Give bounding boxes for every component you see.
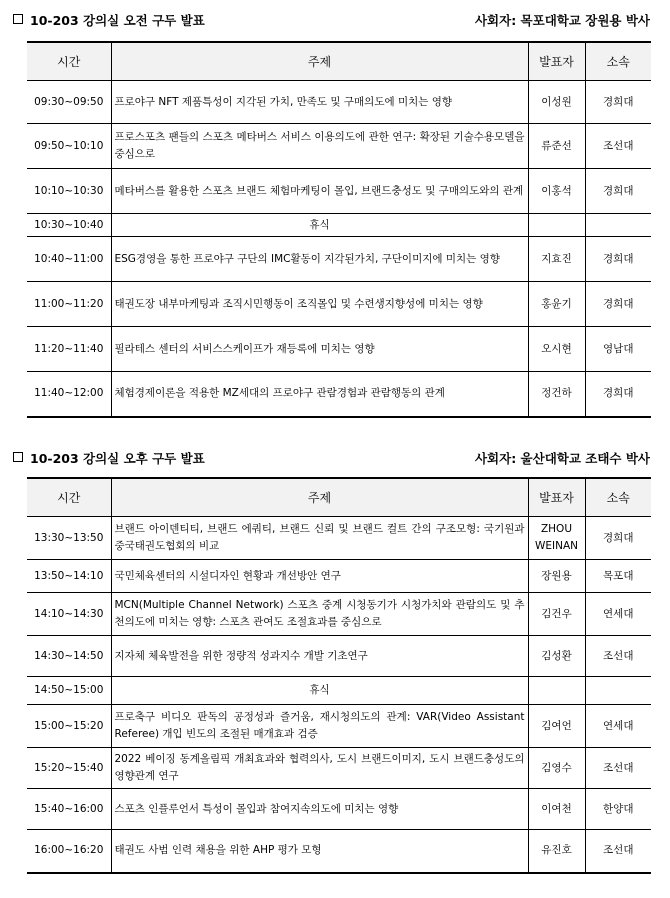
topic-cell: 지자체 체육발전을 위한 정량적 성과지수 개발 기초연구 xyxy=(111,636,528,677)
table-row xyxy=(27,237,651,282)
affiliation-cell: 연세대 xyxy=(585,705,651,748)
time-cell: 13:50~14:10 xyxy=(27,560,111,593)
header-topic: 주제 xyxy=(111,42,528,81)
table-row xyxy=(27,705,651,748)
break-row xyxy=(27,677,651,705)
presenter-cell: 지효진 xyxy=(528,237,585,282)
afternoon-session-title: 10-203 강의실 오후 구두 발표 xyxy=(30,451,205,466)
presenter-cell: 장원용 xyxy=(528,560,585,593)
presenter-cell: 오시현 xyxy=(528,327,585,372)
presenter-cell: 이여천 xyxy=(528,789,585,830)
affiliation-cell: 목포대 xyxy=(585,560,651,593)
table-header-row xyxy=(27,478,651,517)
topic-cell: 체험경제이론을 적용한 MZ세대의 프로야구 관람경험과 관람행동의 관계 xyxy=(111,372,528,417)
topic-cell: 휴식 xyxy=(111,677,528,705)
time-cell: 16:00~16:20 xyxy=(27,830,111,873)
header-time: 시간 xyxy=(27,478,111,517)
time-cell: 11:40~12:00 xyxy=(27,372,111,417)
presenter-cell: ZHOU WEINAN xyxy=(528,517,585,560)
presenter-cell: 류준선 xyxy=(528,124,585,169)
presenter-cell xyxy=(528,214,585,237)
morning-moderator: 사회자: 목포대학교 장원용 박사 xyxy=(474,13,650,28)
topic-cell: 휴식 xyxy=(111,214,528,237)
time-cell: 11:00~11:20 xyxy=(27,282,111,327)
topic-cell: MCN(Multiple Channel Network) 스포츠 중계 시청동기가 시청가치와 관람의도 및 추천의도에 미치는 영향: 스포츠 관여도 조절효과를 중심으로 xyxy=(111,593,528,636)
time-cell: 14:30~14:50 xyxy=(27,636,111,677)
morning-rows xyxy=(27,81,651,417)
time-cell: 10:40~11:00 xyxy=(27,237,111,282)
topic-cell: 스포츠 인플루언서 특성이 몰입과 참여지속의도에 미치는 영향 xyxy=(111,789,528,830)
presenter-cell: 홍윤기 xyxy=(528,282,585,327)
table-row xyxy=(27,593,651,636)
affiliation-cell: 한양대 xyxy=(585,789,651,830)
table-row xyxy=(27,282,651,327)
affiliation-cell: 영남대 xyxy=(585,327,651,372)
affiliation-cell: 경희대 xyxy=(585,237,651,282)
affiliation-cell: 경희대 xyxy=(585,372,651,417)
table-row xyxy=(27,517,651,560)
time-cell: 15:40~16:00 xyxy=(27,789,111,830)
time-cell: 15:00~15:20 xyxy=(27,705,111,748)
affiliation-cell xyxy=(585,214,651,237)
presenter-cell: 정건하 xyxy=(528,372,585,417)
table-row xyxy=(27,560,651,593)
topic-cell: 메타버스를 활용한 스포츠 브랜드 체험마케팅이 몰입, 브랜드충성도 및 구매의도와의 관계 xyxy=(111,169,528,214)
header-affiliation: 소속 xyxy=(585,42,651,81)
afternoon-session-header xyxy=(0,449,670,469)
afternoon-schedule-table xyxy=(27,477,651,874)
presenter-cell: 이홍석 xyxy=(528,169,585,214)
break-row xyxy=(27,214,651,237)
affiliation-cell: 조선대 xyxy=(585,636,651,677)
presenter-cell: 이성원 xyxy=(528,81,585,124)
table-row xyxy=(27,124,651,169)
header-topic: 주제 xyxy=(111,478,528,517)
header-presenter: 발표자 xyxy=(528,478,585,517)
time-cell: 15:20~15:40 xyxy=(27,748,111,789)
time-cell: 09:50~10:10 xyxy=(27,124,111,169)
topic-cell: 국민체육센터의 시설디자인 현황과 개선방안 연구 xyxy=(111,560,528,593)
presenter-cell: 김여언 xyxy=(528,705,585,748)
topic-cell: 프로축구 비디오 판독의 공정성과 즐거움, 재시청의도의 관계: VAR(Video Assistant Referee) 개입 빈도의 조절된 매개효과 검증 xyxy=(111,705,528,748)
presenter-cell: 김건우 xyxy=(528,593,585,636)
affiliation-cell: 경희대 xyxy=(585,81,651,124)
affiliation-cell: 경희대 xyxy=(585,282,651,327)
table-row xyxy=(27,830,651,873)
topic-cell: 2022 베이징 동계올림픽 개최효과와 협력의사, 도시 브랜드이미지, 도시 브랜드충성도의 영향관계 연구 xyxy=(111,748,528,789)
topic-cell: 태권도 사범 인력 채용을 위한 AHP 평가 모형 xyxy=(111,830,528,873)
presenter-cell: 김성환 xyxy=(528,636,585,677)
morning-session-header xyxy=(0,11,670,31)
topic-cell: 프로야구 NFT 제품특성이 지각된 가치, 만족도 및 구매의도에 미치는 영향 xyxy=(111,81,528,124)
time-cell: 13:30~13:50 xyxy=(27,517,111,560)
time-cell: 14:50~15:00 xyxy=(27,677,111,705)
topic-cell: 태권도장 내부마케팅과 조직시민행동이 조직몰입 및 수련생지향성에 미치는 영향 xyxy=(111,282,528,327)
header-presenter: 발표자 xyxy=(528,42,585,81)
affiliation-cell xyxy=(585,677,651,705)
affiliation-cell: 조선대 xyxy=(585,124,651,169)
affiliation-cell: 조선대 xyxy=(585,830,651,873)
time-cell: 10:10~10:30 xyxy=(27,169,111,214)
affiliation-cell: 조선대 xyxy=(585,748,651,789)
table-row xyxy=(27,636,651,677)
topic-cell: 브랜드 아이덴티티, 브랜드 에쿼티, 브랜드 신뢰 및 브랜드 컬트 간의 구조모형: 국기원과 중국태권도협회의 비교 xyxy=(111,517,528,560)
table-header-row xyxy=(27,42,651,81)
table-row xyxy=(27,789,651,830)
time-cell: 11:20~11:40 xyxy=(27,327,111,372)
morning-schedule-table xyxy=(27,41,651,418)
presenter-cell xyxy=(528,677,585,705)
topic-cell: ESG경영을 통한 프로야구 구단의 IMC활동이 지각된가치, 구단이미지에 미치는 영향 xyxy=(111,237,528,282)
checkbox-square-icon xyxy=(13,14,23,24)
time-cell: 10:30~10:40 xyxy=(27,214,111,237)
header-time: 시간 xyxy=(27,42,111,81)
afternoon-moderator: 사회자: 울산대학교 조태수 박사 xyxy=(474,451,650,466)
affiliation-cell: 연세대 xyxy=(585,593,651,636)
presenter-cell: 김영수 xyxy=(528,748,585,789)
table-row xyxy=(27,372,651,417)
topic-cell: 프로스포츠 팬들의 스포츠 메타버스 서비스 이용의도에 관한 연구: 확장된 기술수용모델을 중심으로 xyxy=(111,124,528,169)
morning-session-title: 10-203 강의실 오전 구두 발표 xyxy=(30,13,205,28)
time-cell: 14:10~14:30 xyxy=(27,593,111,636)
topic-cell: 필라테스 센터의 서비스스케이프가 재등록에 미치는 영향 xyxy=(111,327,528,372)
header-affiliation: 소속 xyxy=(585,478,651,517)
afternoon-rows xyxy=(27,517,651,873)
table-row xyxy=(27,748,651,789)
affiliation-cell: 경희대 xyxy=(585,169,651,214)
presenter-cell: 유진호 xyxy=(528,830,585,873)
table-row xyxy=(27,327,651,372)
table-row xyxy=(27,81,651,124)
time-cell: 09:30~09:50 xyxy=(27,81,111,124)
affiliation-cell: 경희대 xyxy=(585,517,651,560)
checkbox-square-icon xyxy=(13,452,23,462)
table-row xyxy=(27,169,651,214)
